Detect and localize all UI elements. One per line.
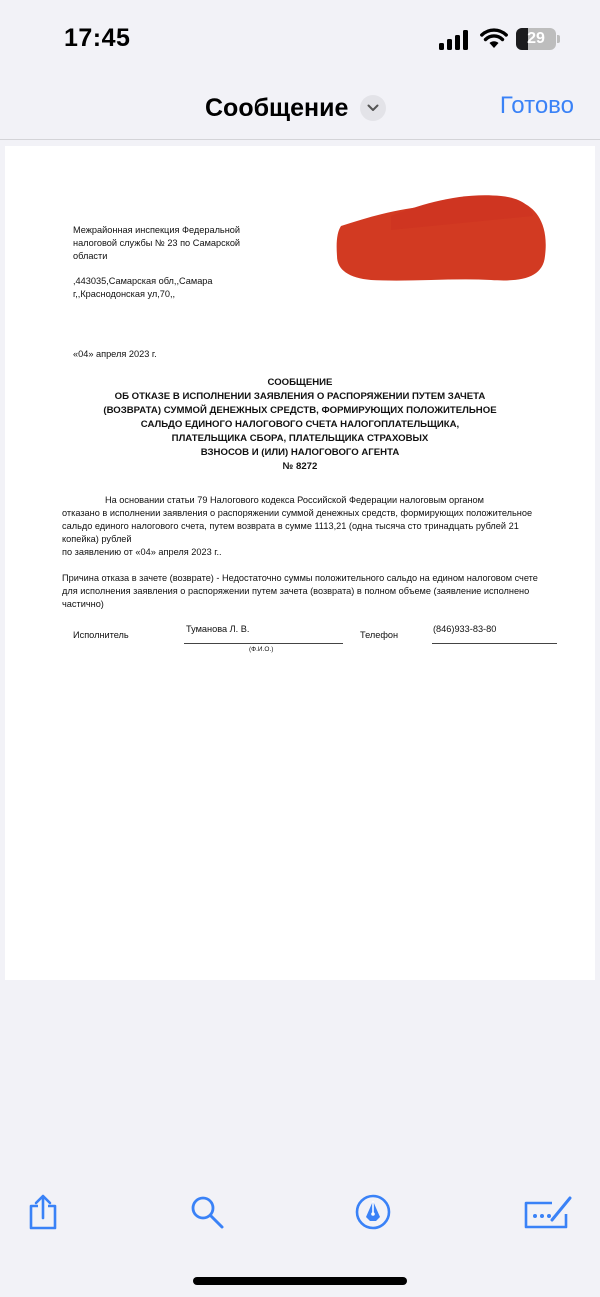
body-line: отказано в исполнении заявления о распоряжении суммой денежных средств, формирующих положительное bbox=[62, 508, 533, 518]
battery-level: 29 bbox=[527, 30, 545, 47]
body-line: копейка) рублей bbox=[62, 534, 132, 544]
document-page bbox=[5, 146, 595, 980]
refusal-reason bbox=[62, 572, 562, 611]
body-line: На основании статьи 79 Налогового кодекса Российской Федерации налоговым органом bbox=[105, 495, 484, 505]
search-icon[interactable] bbox=[187, 1192, 227, 1232]
address-line: г,,Краснодонская ул,70,, bbox=[73, 289, 176, 299]
signal-icon bbox=[438, 30, 470, 50]
home-indicator[interactable] bbox=[193, 1277, 407, 1285]
redaction-mark bbox=[331, 186, 551, 288]
reason-line: Причина отказа в зачете (возврате) - Недостаточно суммы положительного сальдо на едином налоговом счете bbox=[62, 573, 538, 583]
inspection-name: Межрайонная инспекция Федеральной налоговой службы № 23 по Самарской области bbox=[73, 225, 241, 261]
phone-line bbox=[432, 643, 557, 644]
fio-caption: (Ф.И.О.) bbox=[249, 646, 274, 653]
executor-name: Туманова Л. В. bbox=[186, 624, 250, 634]
status-bar bbox=[0, 0, 600, 80]
heading-line: (ВОЗВРАТА) СУММОЙ ДЕНЕЖНЫХ СРЕДСТВ, ФОРМИРУЮЩИХ ПОЛОЖИТЕЛЬНОЕ bbox=[103, 405, 497, 416]
phone-label: Телефон bbox=[360, 630, 399, 640]
document-number: № 8272 bbox=[282, 461, 318, 472]
battery-icon bbox=[516, 28, 560, 50]
page-title: Сообщение bbox=[205, 93, 349, 122]
executor-label: Исполнитель bbox=[73, 630, 129, 640]
reason-line: для исполнения заявления о распоряжении путем зачета (возврата) в полном объеме (заявление исполнено bbox=[62, 586, 530, 596]
body-line: по заявлению от «04» апреля 2023 г.. bbox=[62, 547, 222, 557]
signature-line bbox=[184, 643, 343, 644]
phone-number: (846)933-83-80 bbox=[433, 624, 497, 634]
heading-line: СООБЩЕНИЕ bbox=[267, 377, 333, 388]
heading-line: САЛЬДО ЕДИНОГО НАЛОГОВОГО СЧЕТА НАЛОГОПЛАТЕЛЬЩИКА, bbox=[140, 419, 460, 430]
reason-line: частично) bbox=[62, 599, 104, 609]
nav-header bbox=[0, 80, 600, 140]
body-paragraph bbox=[62, 494, 562, 559]
address-line: ,443035,Самарская обл,,Самара bbox=[73, 276, 213, 286]
done-button[interactable]: Готово bbox=[499, 92, 574, 119]
inspection-address bbox=[73, 275, 273, 301]
heading-line: ОБ ОТКАЗЕ В ИСПОЛНЕНИИ ЗАЯВЛЕНИЯ О РАСПОРЯЖЕНИИ ПУТЕМ ЗАЧЕТА bbox=[114, 391, 486, 402]
document-date: «04» апреля 2023 г. bbox=[73, 349, 157, 359]
share-icon[interactable] bbox=[23, 1192, 63, 1232]
message-heading bbox=[5, 376, 595, 474]
heading-line: ПЛАТЕЛЬЩИКА СБОРА, ПЛАТЕЛЬЩИКА СТРАХОВЫХ bbox=[171, 433, 429, 444]
wifi-icon bbox=[480, 27, 508, 49]
heading-line: ВЗНОСОВ И (ИЛИ) НАЛОГОВОГО АГЕНТА bbox=[200, 447, 400, 458]
status-time: 17:45 bbox=[64, 24, 131, 52]
body-line: сальдо единого налогового счета, путем возврата в сумме 1113,21 (одна тысяча сто тринадцать рублей 21 bbox=[62, 521, 519, 531]
signature-icon[interactable] bbox=[522, 1192, 574, 1232]
markup-icon[interactable] bbox=[353, 1192, 393, 1232]
chevron-down-icon[interactable] bbox=[360, 95, 386, 121]
title-menu[interactable] bbox=[205, 91, 386, 125]
